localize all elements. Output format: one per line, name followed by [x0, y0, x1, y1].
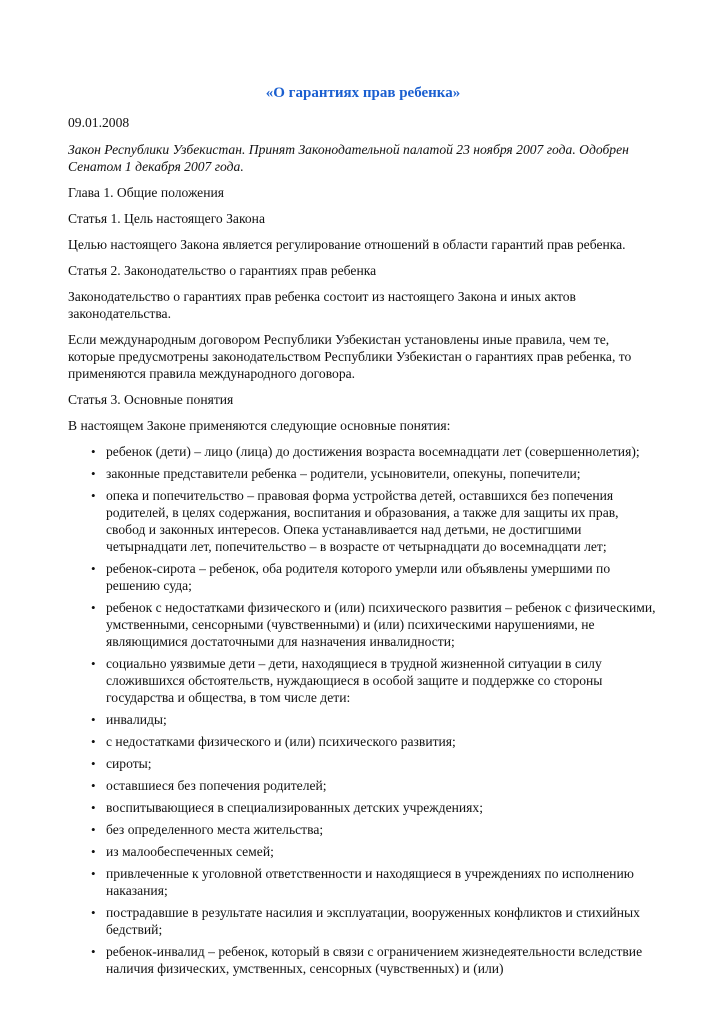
definition-item [68, 904, 658, 938]
document-page [68, 84, 658, 982]
bullet-icon: • [91, 844, 96, 859]
bullet-icon: • [91, 822, 96, 837]
bullet-icon: • [91, 800, 96, 815]
definition-text: инвалиды; [106, 712, 167, 727]
law-intro: Закон Республики Узбекистан. Принят Законодательной палатой 23 ноября 2007 года. Одобрен Сенатом 1 декабря 2007 года. [68, 142, 629, 174]
definition-text: без определенного места жительства; [106, 822, 324, 837]
bullet-icon: • [91, 488, 96, 503]
definitions-list [68, 443, 658, 977]
definition-item [68, 821, 658, 838]
definition-item [68, 943, 658, 977]
definition-text: пострадавшие в результате насилия и эксплуатации, вооруженных конфликтов и стихийных бедствий; [106, 905, 640, 937]
definition-item [68, 443, 658, 460]
definition-item [68, 843, 658, 860]
article-1-heading: Статья 1. Цель настоящего Закона [68, 211, 265, 226]
bullet-icon: • [91, 734, 96, 749]
bullet-icon: • [91, 600, 96, 615]
definition-text: сироты; [106, 756, 152, 771]
bullet-icon: • [91, 944, 96, 959]
bullet-icon: • [91, 466, 96, 481]
definition-text: ребенок-сирота – ребенок, оба родителя которого умерли или объявлены умершими по решению суда; [106, 561, 611, 593]
bullet-icon: • [91, 866, 96, 881]
definition-text: опека и попечительство – правовая форма устройства детей, оставшихся без попечения родителей, в целях содержания, воспитания и образования, а также для защиты их прав, свобод и законных интересов. Опека устанавливается над детьми, не достигшими четырнадцати лет, попечительство – в возрасте от четырнадцати до восемнадцати лет; [106, 488, 619, 554]
definition-text: с недостатками физического и (или) психического развития; [106, 734, 456, 749]
document-date: 09.01.2008 [68, 115, 130, 130]
definition-text: воспитывающиеся в специализированных детских учреждениях; [106, 800, 484, 815]
bullet-icon: • [91, 444, 96, 459]
bullet-icon: • [91, 712, 96, 727]
definition-item [68, 755, 658, 772]
definition-text: ребенок-инвалид – ребенок, который в связи с ограничением жизнедеятельности вследствие наличия физических, умственных, сенсорных (чувственных) и (или) [106, 944, 643, 976]
definition-text: ребенок с недостатками физического и (или) психического развития – ребенок с физическими, умственными, сенсорными (чувственными) и (или) психическими нарушениями, не являющимися достаточными для назначения инвалидности; [106, 600, 656, 649]
definition-text: оставшиеся без попечения родителей; [106, 778, 327, 793]
definition-item [68, 733, 658, 750]
definition-text: ребенок (дети) – лицо (лица) до достижения возраста восемнадцати лет (совершеннолетия); [106, 444, 640, 459]
definition-item [68, 711, 658, 728]
article-3-heading: Статья 3. Основные понятия [68, 392, 234, 407]
bullet-icon: • [91, 778, 96, 793]
article-2-text-1: Законодательство о гарантиях прав ребенка состоит из настоящего Закона и иных актов законодательства. [68, 289, 576, 321]
article-1-text: Целью настоящего Закона является регулирование отношений в области гарантий прав ребенка. [68, 237, 626, 252]
definition-item [68, 865, 658, 899]
definition-item [68, 777, 658, 794]
article-3-intro: В настоящем Законе применяются следующие основные понятия: [68, 418, 451, 433]
article-2-heading: Статья 2. Законодательство о гарантиях прав ребенка [68, 263, 377, 278]
document-title: «О гарантиях прав ребенка» [265, 85, 461, 101]
definition-text: из малообеспеченных семей; [106, 844, 274, 859]
bullet-icon: • [91, 561, 96, 576]
definition-item [68, 655, 658, 706]
chapter-heading: Глава 1. Общие положения [68, 185, 225, 200]
definition-text: законные представители ребенка – родители, усыновители, опекуны, попечители; [106, 466, 581, 481]
definition-item [68, 560, 658, 594]
article-2-text-2: Если международным договором Республики Узбекистан установлены иные правила, чем те, которые предусмотрены законодательством Республики Узбекистан о гарантиях прав ребенка, то применяются правила международного договора. [68, 332, 632, 381]
definition-text: привлеченные к уголовной ответственности и находящиеся в учреждениях по исполнению наказания; [106, 866, 634, 898]
bullet-icon: • [91, 656, 96, 671]
definition-item [68, 799, 658, 816]
definition-item [68, 465, 658, 482]
definition-text: социально уязвимые дети – дети, находящиеся в трудной жизненной ситуации в силу сложившихся обстоятельств, нуждающиеся в особой защите и поддержке со стороны государства и общества, в том числе дети: [106, 656, 603, 705]
definition-item [68, 487, 658, 555]
bullet-icon: • [91, 905, 96, 920]
definition-item [68, 599, 658, 650]
bullet-icon: • [91, 756, 96, 771]
